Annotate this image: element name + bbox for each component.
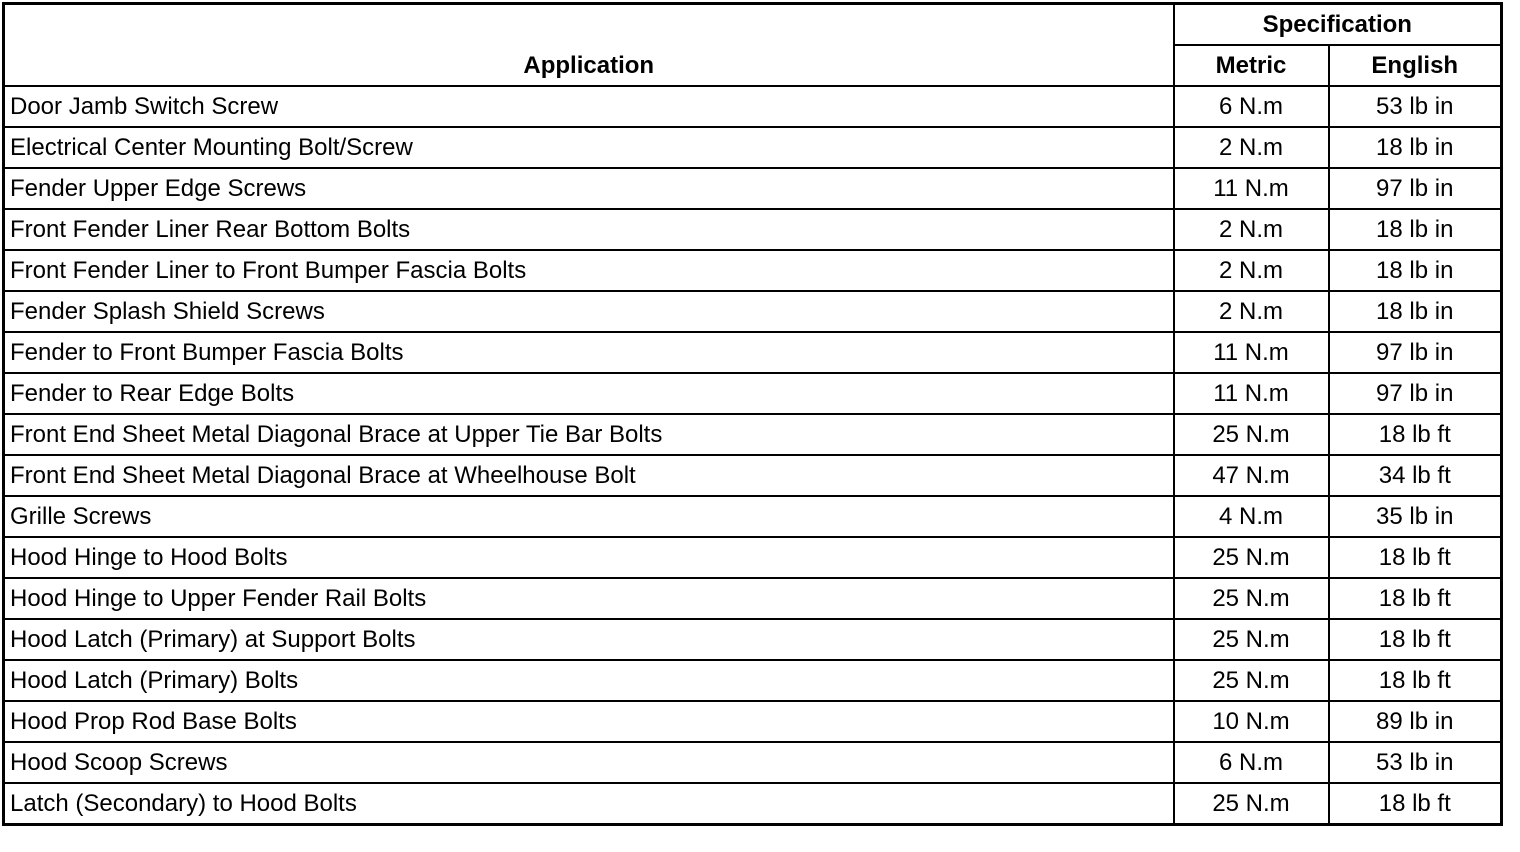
table-body [4,86,1502,825]
english-cell: 97 lb in [1329,332,1502,373]
metric-cell: 25 N.m [1174,578,1329,619]
metric-cell: 6 N.m [1174,742,1329,783]
application-cell: Electrical Center Mounting Bolt/Screw [4,127,1174,168]
table-row [4,291,1502,332]
application-cell: Fender to Front Bumper Fascia Bolts [4,332,1174,373]
table-row [4,660,1502,701]
fastener-spec-table [2,2,1503,826]
application-cell: Front Fender Liner to Front Bumper Fascia Bolts [4,250,1174,291]
metric-header: Metric [1174,45,1329,86]
english-cell: 18 lb ft [1329,619,1502,660]
application-cell: Hood Prop Rod Base Bolts [4,701,1174,742]
english-cell: 34 lb ft [1329,455,1502,496]
application-cell: Fender Upper Edge Screws [4,168,1174,209]
specification-header: Specification [1174,4,1502,46]
table-row [4,619,1502,660]
english-cell: 18 lb ft [1329,783,1502,825]
application-cell: Front End Sheet Metal Diagonal Brace at Upper Tie Bar Bolts [4,414,1174,455]
table-row [4,332,1502,373]
metric-cell: 4 N.m [1174,496,1329,537]
application-cell: Front Fender Liner Rear Bottom Bolts [4,209,1174,250]
spec-table-container [2,2,1502,826]
english-cell: 53 lb in [1329,86,1502,127]
metric-cell: 25 N.m [1174,660,1329,701]
table-row [4,742,1502,783]
application-cell: Hood Hinge to Hood Bolts [4,537,1174,578]
metric-cell: 2 N.m [1174,127,1329,168]
english-cell: 18 lb ft [1329,537,1502,578]
metric-cell: 25 N.m [1174,619,1329,660]
table-row [4,250,1502,291]
english-cell: 97 lb in [1329,373,1502,414]
table-row [4,455,1502,496]
metric-cell: 11 N.m [1174,373,1329,414]
application-cell: Hood Scoop Screws [4,742,1174,783]
application-cell: Fender to Rear Edge Bolts [4,373,1174,414]
english-cell: 89 lb in [1329,701,1502,742]
table-row [4,537,1502,578]
application-cell: Hood Latch (Primary) at Support Bolts [4,619,1174,660]
english-cell: 35 lb in [1329,496,1502,537]
metric-cell: 2 N.m [1174,291,1329,332]
english-cell: 18 lb ft [1329,660,1502,701]
english-cell: 18 lb in [1329,291,1502,332]
english-cell: 18 lb in [1329,250,1502,291]
application-cell: Grille Screws [4,496,1174,537]
application-header: Application [4,4,1174,87]
metric-cell: 10 N.m [1174,701,1329,742]
metric-cell: 11 N.m [1174,332,1329,373]
table-row [4,373,1502,414]
english-cell: 18 lb ft [1329,414,1502,455]
metric-cell: 25 N.m [1174,414,1329,455]
table-row [4,209,1502,250]
english-cell: 18 lb ft [1329,578,1502,619]
metric-cell: 47 N.m [1174,455,1329,496]
table-row [4,496,1502,537]
application-cell: Hood Latch (Primary) Bolts [4,660,1174,701]
table-row [4,127,1502,168]
metric-cell: 11 N.m [1174,168,1329,209]
table-row [4,168,1502,209]
application-cell: Hood Hinge to Upper Fender Rail Bolts [4,578,1174,619]
application-cell: Fender Splash Shield Screws [4,291,1174,332]
metric-cell: 2 N.m [1174,250,1329,291]
application-cell: Latch (Secondary) to Hood Bolts [4,783,1174,825]
application-cell: Door Jamb Switch Screw [4,86,1174,127]
table-row [4,578,1502,619]
header-row-top [4,4,1502,46]
application-cell: Front End Sheet Metal Diagonal Brace at Wheelhouse Bolt [4,455,1174,496]
table-row [4,86,1502,127]
metric-cell: 6 N.m [1174,86,1329,127]
metric-cell: 2 N.m [1174,209,1329,250]
english-header: English [1329,45,1502,86]
metric-cell: 25 N.m [1174,783,1329,825]
english-cell: 18 lb in [1329,209,1502,250]
english-cell: 53 lb in [1329,742,1502,783]
table-row [4,701,1502,742]
table-row [4,414,1502,455]
metric-cell: 25 N.m [1174,537,1329,578]
english-cell: 97 lb in [1329,168,1502,209]
table-row [4,783,1502,825]
english-cell: 18 lb in [1329,127,1502,168]
